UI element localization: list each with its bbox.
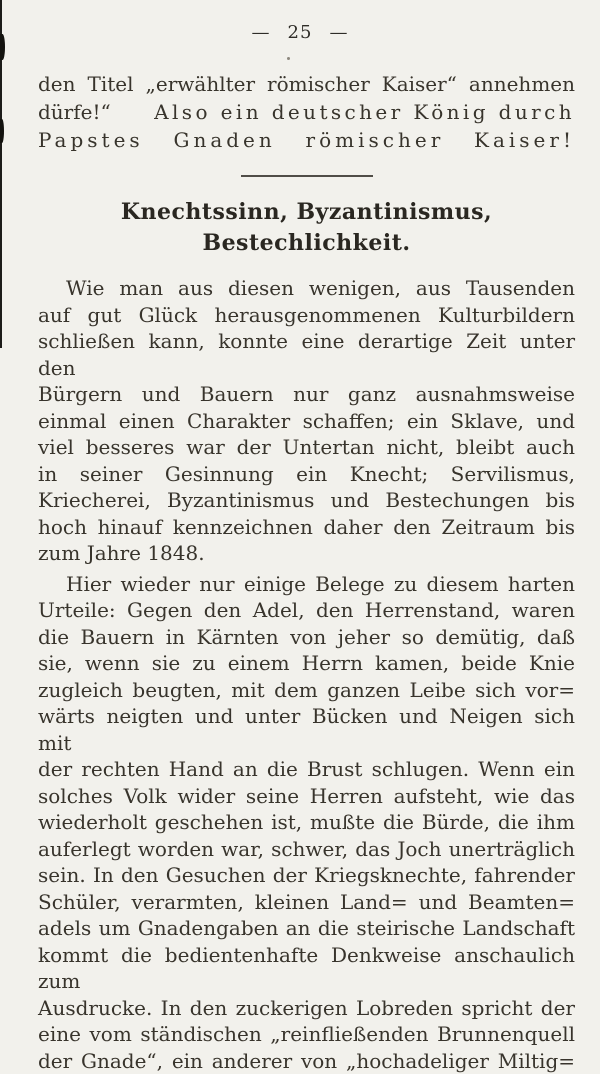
text-line: in seiner Gesinnung ein Knecht; Servilismus, [38, 461, 575, 488]
text-line: hoch hinauf kennzeichnen daher den Zeitraum bis [38, 514, 575, 541]
text-line [38, 98, 575, 126]
text-line: Wie man aus diesen wenigen, aus Tausenden [38, 275, 575, 302]
text-line: der rechten Hand an die Brust schlugen. Wenn ein [38, 756, 575, 783]
text-line: sein. In den Gesuchen der Kriegsknechte, fahrender [38, 862, 575, 889]
header-dash-right: — [329, 22, 348, 44]
text-line: kommt die bedientenhafte Denkweise anschaulich zum [38, 942, 575, 995]
text-segment: dürfe!“ [38, 98, 111, 126]
text-line: einmal einen Charakter schaffen; ein Sklave, und [38, 408, 575, 435]
text-line: auf gut Glück herausgenommenen Kulturbildern [38, 302, 575, 329]
text-line: Schüler, verarmten, kleinen Land= und Beamten= [38, 889, 575, 916]
page-content [38, 70, 575, 1074]
paragraph-2 [38, 571, 575, 1074]
text-line: solches Volk wider seine Herren aufsteht, wie das [38, 783, 575, 810]
page-header [0, 0, 600, 44]
text-line: eine vom ständischen „reinfließenden Brunnenquell [38, 1021, 575, 1048]
scan-edge-blob [0, 119, 4, 143]
text-line: wiederholt geschehen ist, mußte die Bürde, die ihm [38, 809, 575, 836]
text-line: Ausdrucke. In den zuckerigen Lobreden spricht der [38, 995, 575, 1022]
text-line: Bürgern und Bauern nur ganz ausnahmsweise [38, 381, 575, 408]
text-line: schließen kann, konnte eine derartige Zeit unter den [38, 328, 575, 381]
text-line: der Gnade“, ein anderer von „hochadeliger Miltig= [38, 1048, 575, 1074]
section-heading: Knechtssinn, Byzantinismus, Bestechlichkeit. [38, 197, 575, 259]
scan-edge-blob [0, 34, 5, 60]
text-line: wärts neigten und unter Bücken und Neigen sich mit [38, 703, 575, 756]
emphasized-spaced-text: Also ein deutscher König durch [154, 98, 575, 126]
text-line: die Bauern in Kärnten von jeher so demütig, daß [38, 624, 575, 651]
text-line: den Titel „erwählter römischer Kaiser“ annehmen [38, 70, 575, 98]
text-line: viel besseres war der Untertan nicht, bleibt auch [38, 434, 575, 461]
text-line: Kriecherei, Byzantinismus und Bestechungen bis [38, 487, 575, 514]
intro-passage [38, 70, 575, 154]
text-line: Hier wieder nur einige Belege zu diesem harten [38, 571, 575, 598]
paragraph-1 [38, 275, 575, 567]
text-line: sie, wenn sie zu einem Herrn kamen, beide Knie [38, 650, 575, 677]
text-line: Urteile: Gegen den Adel, den Herrenstand, waren [38, 597, 575, 624]
text-line: auferlegt worden war, schwer, das Joch unerträglich [38, 836, 575, 863]
header-dash-left: — [252, 22, 271, 44]
section-divider-rule [241, 175, 373, 177]
text-line: zum Jahre 1848. [38, 540, 575, 567]
emphasized-spaced-text: Papstes Gnaden römischer Kaiser! [38, 126, 575, 154]
text-line: adels um Gnadengaben an die steirische Landschaft [38, 915, 575, 942]
page-number: 25 [288, 22, 313, 44]
scan-speck [287, 57, 290, 60]
text-line: zugleich beugten, mit dem ganzen Leibe sich vor= [38, 677, 575, 704]
